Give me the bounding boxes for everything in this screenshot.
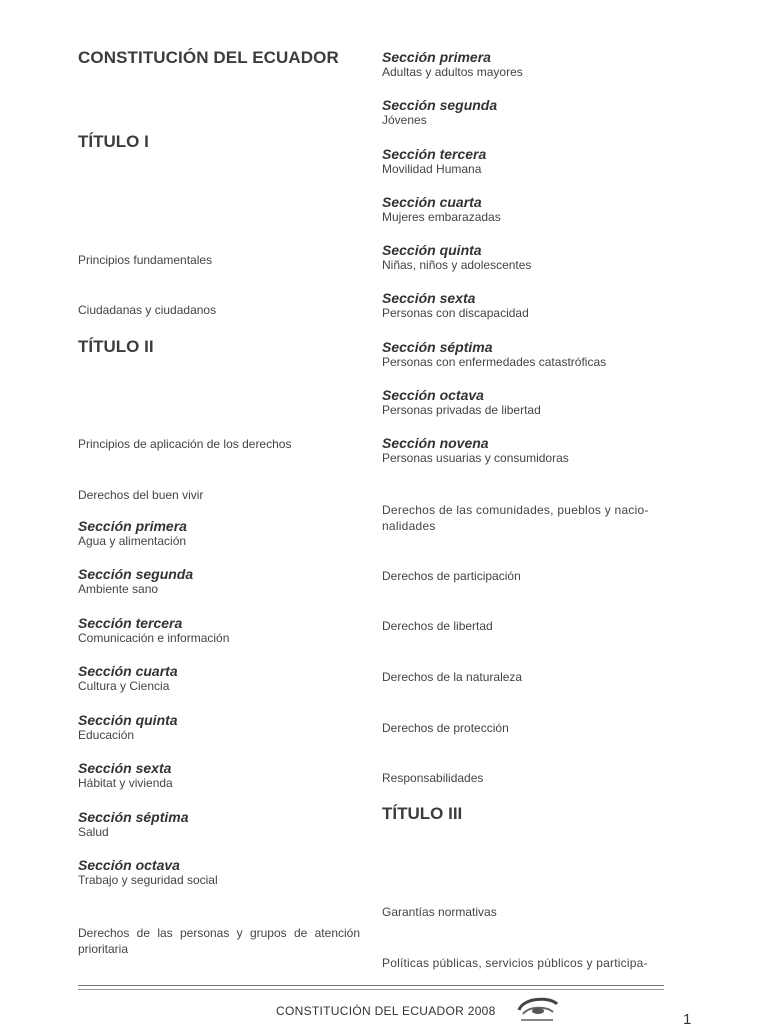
section-subtitle: Comunicación e información	[78, 631, 230, 645]
section-heading: Sección quinta	[382, 242, 482, 258]
list-item	[382, 49, 523, 79]
section-subtitle: Adultas y adultos mayores	[382, 65, 523, 79]
chapter-responsabilidades: Responsabilidades	[382, 771, 484, 785]
section-heading: Sección tercera	[382, 146, 487, 162]
section-subtitle: Hábitat y vivienda	[78, 776, 173, 790]
section-subtitle: Personas con enfermedades catastróficas	[382, 355, 607, 369]
list-item	[78, 566, 193, 596]
footer-title: CONSTITUCIÓN DEL ECUADOR 2008	[276, 1004, 496, 1018]
section-subtitle: Jóvenes	[382, 113, 427, 127]
section-subtitle: Personas con discapacidad	[382, 306, 529, 320]
section-subtitle: Niñas, niños y adolescentes	[382, 258, 532, 272]
chapter-comunidades: Derechos de las comunidades, pueblos y nacio-nalidades	[382, 503, 649, 533]
list-item	[382, 242, 531, 272]
section-heading: Sección quinta	[78, 712, 178, 728]
list-item	[382, 387, 541, 417]
list-item	[382, 290, 529, 320]
section-subtitle: Educación	[78, 728, 135, 742]
footer-rule-top	[78, 985, 664, 986]
list-item	[78, 615, 229, 645]
section-subtitle: Agua y alimentación	[78, 534, 187, 548]
titulo-3-heading: TÍTULO III	[382, 804, 463, 823]
list-item	[78, 663, 178, 693]
chapter-proteccion: Derechos de protección	[382, 721, 509, 735]
section-heading: Sección novena	[382, 435, 489, 451]
chapter-libertad: Derechos de libertad	[382, 619, 493, 633]
chapter-politicas: Políticas públicas, servicios públicos y participa-	[382, 956, 648, 970]
list-item	[382, 339, 606, 369]
titulo-1-heading: TÍTULO I	[78, 132, 149, 151]
chapter-buen-vivir: Derechos del buen vivir	[78, 488, 204, 502]
chapter-ciudadanas: Ciudadanas y ciudadanos	[78, 303, 217, 317]
section-subtitle: Trabajo y seguridad social	[78, 873, 218, 887]
section-subtitle: Personas usuarias y consumidoras	[382, 451, 569, 465]
section-subtitle: Personas privadas de libertad	[382, 403, 541, 417]
chapter-garantias: Garantías normativas	[382, 905, 497, 919]
list-item	[382, 435, 569, 465]
chapter-naturaleza: Derechos de la naturaleza	[382, 670, 523, 684]
section-heading: Sección octava	[78, 857, 180, 873]
section-heading: Sección octava	[382, 387, 484, 403]
section-heading: Sección sexta	[78, 760, 172, 776]
section-heading: Sección primera	[382, 49, 491, 65]
section-heading: Sección séptima	[78, 809, 189, 825]
section-subtitle: Mujeres embarazadas	[382, 210, 501, 224]
list-item	[78, 712, 178, 742]
section-heading: Sección cuarta	[382, 194, 482, 210]
chapter-principios-fundamentales: Principios fundamentales	[78, 253, 213, 267]
list-item	[78, 809, 189, 839]
document-title: CONSTITUCIÓN DEL ECUADOR	[78, 48, 339, 67]
section-heading: Sección séptima	[382, 339, 493, 355]
section-subtitle: Ambiente sano	[78, 582, 159, 596]
section-heading: Sección segunda	[382, 97, 498, 113]
titulo-2-heading: TÍTULO II	[78, 337, 154, 356]
list-item	[382, 194, 501, 224]
list-item	[382, 146, 486, 176]
section-subtitle: Movilidad Humana	[382, 162, 482, 176]
section-subtitle: Cultura y Ciencia	[78, 679, 170, 693]
chapter-grupos-atencion: Derechos de las personas y grupos de atención prioritaria	[78, 926, 360, 956]
section-heading: Sección cuarta	[78, 663, 178, 679]
footer-logo-icon	[513, 994, 563, 1024]
list-item	[78, 857, 218, 887]
footer-rule-bottom	[78, 989, 664, 990]
section-heading: Sección segunda	[78, 566, 194, 582]
section-subtitle: Salud	[78, 825, 109, 839]
list-item	[78, 760, 173, 790]
section-heading: Sección primera	[78, 518, 187, 534]
list-item	[78, 518, 187, 548]
chapter-participacion: Derechos de participación	[382, 569, 521, 583]
chapter-principios-aplicacion: Principios de aplicación de los derechos	[78, 437, 292, 451]
list-item	[382, 97, 497, 127]
section-heading: Sección tercera	[78, 615, 183, 631]
section-heading: Sección sexta	[382, 290, 476, 306]
page-number: 1	[683, 1011, 692, 1028]
